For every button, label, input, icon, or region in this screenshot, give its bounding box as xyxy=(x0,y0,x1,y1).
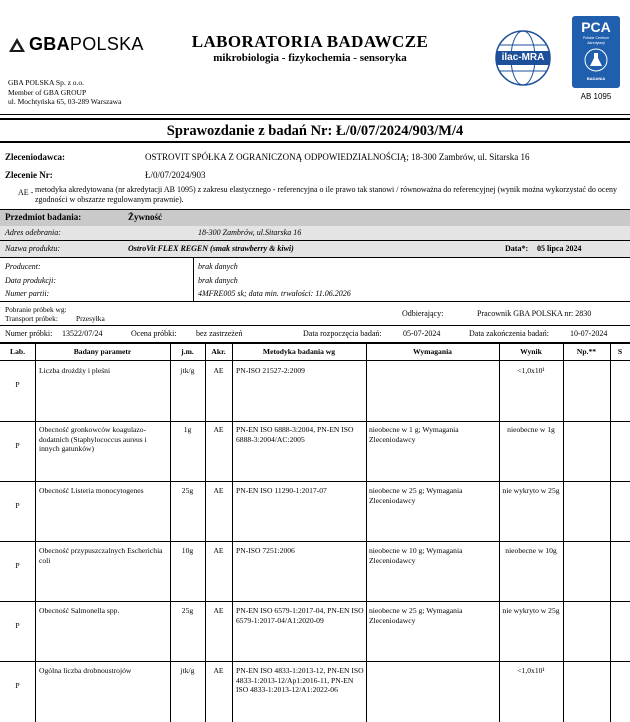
row-lab: P xyxy=(15,621,20,630)
row-method: PN-EN ISO 11290-1:2017-07 xyxy=(236,486,327,495)
company-line: ul. Mochtyńska 65, 03-289 Warszawa xyxy=(8,97,122,106)
divider xyxy=(0,118,630,120)
company-line: GBA POLSKA Sp. z o.o. xyxy=(8,78,85,87)
subject-value: Żywność xyxy=(128,212,163,222)
sample-no-label: Numer próbki: xyxy=(5,329,53,338)
pca-text: PCA xyxy=(581,19,611,35)
row-result: nieobecne w 1g xyxy=(507,425,555,434)
row-akr: AE xyxy=(213,366,224,375)
row-lab: P xyxy=(15,441,20,450)
start-date-value: 05-07-2024 xyxy=(403,329,441,338)
row-unit: 25g xyxy=(181,486,194,495)
table-row xyxy=(0,602,630,662)
row-unit: 25g xyxy=(181,606,194,615)
end-date-label: Data zakończenia badań: xyxy=(469,329,549,338)
order-label: Zlecenie Nr: xyxy=(5,170,53,180)
row-lab: P xyxy=(15,501,20,510)
row-param: Liczba drożdży i pleśni xyxy=(39,366,111,375)
row-unit: jtk/g xyxy=(180,366,195,375)
row-method: PN-EN ISO 6579-1:2017-04, PN-EN ISO 6579-1:2017-04/A1:2020-09 xyxy=(236,606,364,625)
order-value: Ł/0/07/2024/903 xyxy=(145,170,206,180)
pca-logo xyxy=(572,16,620,88)
address-row xyxy=(0,226,630,241)
accreditation-note: metodyka akredytowana (nr akredytacji AB 1095) z zakresu elastycznego - referencyjna o ile prawo tak stanowi / równoważna do referencyjnej (wynik można wykorzystać do oceny zgodności w obszarze regulowanym prawnie). xyxy=(35,185,617,204)
assessment-value: bez zastrzeżeń xyxy=(196,329,243,338)
company-address xyxy=(8,78,121,107)
ilac-text: ilac-MRA xyxy=(501,52,545,63)
header-method: Metodyka badania wg xyxy=(262,347,336,356)
address-value: 18-300 Zambrów, ul.Sitarska 16 xyxy=(198,228,302,237)
row-unit: jtk/g xyxy=(180,666,195,675)
row-akr: AE xyxy=(213,606,224,615)
prod-date-value: brak danych xyxy=(198,276,238,285)
divider xyxy=(0,325,630,326)
header-np: Np.** xyxy=(576,347,597,356)
transport-value: Przesyłka xyxy=(76,314,105,323)
row-param: Ogólna liczba drobnoustrojów xyxy=(39,666,132,675)
receiver-label: Odbierający: xyxy=(402,309,444,318)
divider xyxy=(0,114,630,115)
row-lab: P xyxy=(15,380,20,389)
row-akr: AE xyxy=(213,666,224,675)
assessment-label: Ocena próbki: xyxy=(131,329,177,338)
table-row xyxy=(0,482,630,542)
row-requirements: nieobecne w 25 g; Wymagania Zleceniodawcy xyxy=(369,486,463,505)
batch-value: 4MFRE005 sk; data min. trwałości: 11.06.2026 xyxy=(198,289,351,298)
pca-small-text: Polskie Centrum Akredytacji xyxy=(582,36,610,45)
prod-date-label: Data produkcji: xyxy=(5,276,57,285)
transport-label: Transport próbek: xyxy=(5,314,58,323)
subject-label: Przedmiot badania: xyxy=(5,212,82,222)
row-result: nieobecne w 10g xyxy=(505,546,557,555)
row-method: PN-ISO 21527-2:2009 xyxy=(236,366,305,375)
address-label: Adres odebrania: xyxy=(5,228,61,237)
subject-bar xyxy=(0,209,630,227)
lab-title: LABORATORIA BADAWCZE xyxy=(191,32,429,51)
product-name-row xyxy=(0,241,630,258)
company-line: Member of GBA GROUP xyxy=(8,87,87,97)
pca-badania: BADANIA xyxy=(586,76,606,81)
row-akr: AE xyxy=(213,546,224,555)
row-lab: P xyxy=(15,681,20,690)
end-date-value: 10-07-2024 xyxy=(570,329,608,338)
row-requirements: nieobecne w 1 g; Wymagania Zleceniodawcy xyxy=(369,425,459,444)
row-result: <1,0x10¹ xyxy=(517,366,545,375)
accreditation-prefix: AE - xyxy=(18,188,34,197)
row-requirements: nieobecne w 25 g; Wymagania Zleceniodawcy xyxy=(369,606,463,625)
header-akr: Akr. xyxy=(211,347,226,356)
divider xyxy=(0,141,630,143)
batch-label: Numer partii: xyxy=(5,289,50,298)
row-param: Obecność gronkowców koagulazo-dodatnich (Staphylococcus aureus i innych gatunków) xyxy=(39,425,147,454)
report-title: Sprawozdanie z badań Nr: Ł/0/07/2024/903/M/4 xyxy=(166,123,464,139)
row-method: PN-EN ISO 4833-1:2013-12, PN-EN ISO 4833-1:2013-12/Ap1:2016-11, PN-EN ISO 4833-1:2013-12/A1:2022-06 xyxy=(236,666,364,695)
client-value: OSTROVIT SPÓŁKA Z OGRANICZONĄ ODPOWIEDZIALNOŚCIĄ; 18-300 Zambrów, ul. Sitarska 16 xyxy=(145,152,530,162)
row-param: Obecność przypuszczalnych Escherichia coli xyxy=(39,546,163,565)
row-result: nie wykryto w 25g xyxy=(502,606,560,615)
client-label: Zleceniodawca: xyxy=(5,152,65,162)
pca-number: AB 1095 xyxy=(580,92,612,101)
sample-no-value: 13522/07/24 xyxy=(62,329,103,338)
header-param: Badany parametr xyxy=(73,347,132,356)
header-result: Wynik xyxy=(520,347,542,356)
row-lab: P xyxy=(15,561,20,570)
start-date-label: Data rozpoczęcia badań: xyxy=(303,329,382,338)
date-label: Data*: xyxy=(505,244,529,253)
date-value: 05 lipca 2024 xyxy=(537,244,582,253)
row-result: nie wykryto w 25g xyxy=(502,486,560,495)
row-param: Obecność Listeria monocytogenes xyxy=(39,486,144,495)
receiver-value: Pracownik GBA POLSKA nr: 2830 xyxy=(477,309,592,318)
row-result: <1,0x10¹ xyxy=(517,666,545,675)
row-akr: AE xyxy=(213,425,224,434)
producer-block xyxy=(0,258,630,302)
flask-icon xyxy=(584,48,608,72)
producer-label: Producent: xyxy=(5,262,41,271)
header-s: S xyxy=(617,347,623,356)
table-row xyxy=(0,542,630,602)
divider xyxy=(193,258,194,301)
row-param: Obecność Salmonella spp. xyxy=(39,606,120,615)
table-row xyxy=(0,422,630,482)
row-akr: AE xyxy=(213,486,224,495)
table-row xyxy=(0,361,630,422)
results-table xyxy=(0,342,630,722)
table-row xyxy=(0,662,630,720)
gba-logo-icon xyxy=(8,37,26,53)
producer-value: brak danych xyxy=(198,262,238,271)
lab-subtitle: mikrobiologia - fizykochemia - sensoryka xyxy=(213,52,407,64)
logo-text-rest: POLSKA xyxy=(69,34,144,54)
row-unit: 1g xyxy=(183,425,192,434)
gba-logo xyxy=(8,34,144,55)
logo-text-bold: GBA xyxy=(29,34,70,54)
row-requirements: nieobecne w 10 g; Wymagania Zleceniodawcy xyxy=(369,546,463,565)
product-name-value: OstroVit FLEX REGEN (smak strawberry & kiwi) xyxy=(128,244,294,253)
header-unit: j.m. xyxy=(181,347,194,356)
ilac-mra-logo xyxy=(494,28,552,88)
header-requirements: Wymagania xyxy=(413,347,452,356)
product-name-label: Nazwa produktu: xyxy=(5,244,61,253)
row-method: PN-EN ISO 6888-3:2004, PN-EN ISO 6888-3:2004/AC:2005 xyxy=(236,425,354,444)
table-header xyxy=(0,344,630,361)
row-unit: 10g xyxy=(181,546,194,555)
row-method: PN-ISO 7251:2006 xyxy=(236,546,295,555)
header-lab: Lab. xyxy=(10,347,25,356)
sampling-label: Pobranie próbek wg: xyxy=(5,305,67,314)
